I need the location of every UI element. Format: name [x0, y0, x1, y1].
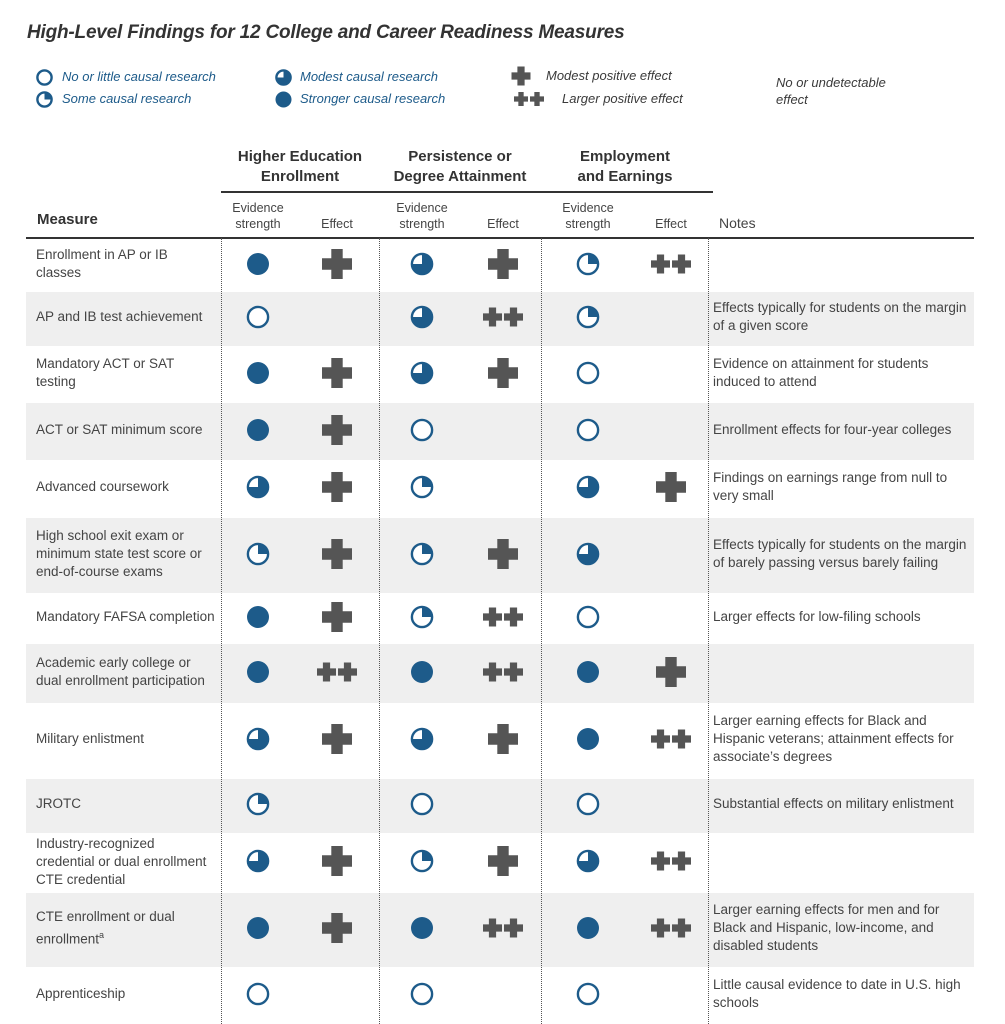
circle-full-icon: [247, 605, 270, 628]
table-row: [26, 703, 974, 779]
group-header-line: Persistence or: [408, 148, 512, 165]
circle-quarter-icon: [247, 542, 270, 565]
circle-empty-icon: [577, 982, 600, 1005]
row-note: Enrollment effects for four-year colleges: [713, 421, 952, 437]
circle-three-quarter-icon: [577, 476, 600, 499]
column-divider: [708, 238, 709, 1024]
row-note: Effects typically for students on the margin of a given score: [713, 300, 967, 333]
circle-full-icon: [577, 728, 600, 751]
table-row: [26, 967, 974, 1024]
circle-quarter-icon: [36, 91, 53, 113]
circle-quarter-icon: [411, 476, 434, 499]
plus-icon: [512, 67, 531, 86]
double-plus-icon: [483, 919, 523, 938]
legend-label: Stronger causal research: [300, 91, 446, 106]
circle-quarter-icon: [577, 306, 600, 329]
measure-text: Mandatory FAFSA completion: [36, 608, 215, 624]
circle-three-quarter-icon: [411, 728, 434, 751]
measure-text: Mandatory ACT or SAT testing: [36, 355, 175, 389]
plus-icon: [656, 472, 686, 502]
plus-icon: [488, 539, 518, 569]
measure-text: Apprenticeship: [36, 985, 126, 1001]
table-row: [26, 644, 974, 703]
measure-label: [36, 527, 216, 581]
table-row: [26, 833, 974, 893]
circle-empty-icon: [247, 982, 270, 1005]
measure-text: Academic early college or dual enrollment participation: [36, 654, 205, 688]
measure-text: Advanced coursework: [36, 479, 169, 494]
circle-empty-icon: [577, 418, 600, 441]
footnote-marker: a: [99, 929, 105, 940]
measure-text: ACT or SAT minimum score: [36, 421, 203, 437]
evidence-strength-header: [548, 200, 628, 232]
table-row: [26, 239, 974, 292]
measure-text: CTE enrollment or dual enrollment: [36, 908, 175, 946]
evidence-strength-header: [218, 200, 298, 232]
circle-three-quarter-icon: [247, 850, 270, 873]
circle-three-quarter-icon: [411, 361, 434, 384]
double-plus-icon: [651, 254, 691, 273]
group-header-employment: [541, 147, 709, 187]
header-line: strength: [565, 217, 611, 231]
group-header-line: Degree Attainment: [393, 168, 527, 185]
legend-label: Larger positive effect: [562, 91, 683, 106]
group-header-attainment: [379, 147, 541, 187]
plus-icon: [322, 846, 352, 876]
measure-label: [36, 308, 216, 326]
group-header-rule: [221, 191, 713, 193]
double-plus-icon: [514, 92, 544, 106]
legend-label: Modest positive effect: [546, 68, 672, 83]
circle-empty-icon: [577, 361, 600, 384]
column-divider: [541, 238, 542, 1024]
effect-header: Effect: [321, 217, 353, 231]
row-note: Larger effects for low-filing schools: [713, 608, 921, 624]
plus-icon: [322, 602, 352, 632]
legend-label: No or little causal research: [62, 69, 216, 84]
circle-three-quarter-icon: [577, 542, 600, 565]
circle-three-quarter-icon: [247, 476, 270, 499]
measure-text: JROTC: [36, 796, 81, 811]
measure-label: [36, 908, 216, 949]
effect-header: Effect: [655, 217, 687, 231]
measure-label: [36, 608, 216, 626]
circle-three-quarter-icon: [275, 69, 292, 91]
double-plus-icon: [651, 730, 691, 749]
table-row: [26, 518, 974, 593]
circle-empty-icon: [411, 982, 434, 1005]
plus-icon: [322, 539, 352, 569]
row-note: Little causal evidence to date in U.S. high schools: [713, 976, 961, 1010]
header-line: strength: [399, 217, 445, 231]
circle-three-quarter-icon: [411, 252, 434, 275]
circle-empty-icon: [247, 306, 270, 329]
legend-label: Some causal research: [62, 91, 192, 106]
circle-full-icon: [577, 917, 600, 940]
legend-no-effect-label: No or undetectable effect: [776, 75, 886, 107]
circle-quarter-icon: [411, 542, 434, 565]
group-header-line: Higher Education: [237, 148, 363, 165]
row-note: Effects typically for students on the margin of barely passing versus barely failing: [713, 536, 967, 570]
measure-label: [36, 985, 216, 1003]
circle-full-icon: [247, 418, 270, 441]
plus-icon: [488, 724, 518, 754]
double-plus-icon: [651, 852, 691, 871]
measure-label: [36, 795, 216, 813]
measure-label: [36, 246, 216, 282]
circle-quarter-icon: [411, 850, 434, 873]
measure-text: Military enlistment: [36, 731, 145, 746]
circle-full-icon: [247, 917, 270, 940]
table-row: [26, 403, 974, 460]
plus-icon: [322, 415, 352, 445]
measure-label: [36, 835, 216, 889]
plus-icon: [488, 249, 518, 279]
measure-label: [36, 355, 216, 391]
circle-full-icon: [247, 252, 270, 275]
plus-icon: [322, 472, 352, 502]
legend-label: Modest causal research: [300, 69, 439, 84]
measure-text: Industry-recognized credential or dual enrollment CTE credential: [36, 836, 207, 887]
plus-icon: [488, 358, 518, 388]
row-note: Larger earning effects for Black and Hispanic veterans; attainment effects for associate’s degrees: [713, 713, 954, 764]
header-line: Evidence: [232, 201, 284, 215]
circle-quarter-icon: [247, 793, 270, 816]
circle-three-quarter-icon: [577, 850, 600, 873]
circle-quarter-icon: [577, 252, 600, 275]
double-plus-icon: [317, 662, 357, 681]
circle-empty-icon: [577, 793, 600, 816]
page-title: High-Level Findings for 12 College and Career Readiness Measures: [27, 22, 625, 43]
circle-empty-icon: [411, 418, 434, 441]
column-divider: [379, 238, 380, 1024]
circle-three-quarter-icon: [411, 306, 434, 329]
plus-icon: [322, 358, 352, 388]
measure-label: [36, 478, 216, 496]
group-header-enrollment: [221, 147, 379, 187]
group-header-line: and Earnings: [577, 168, 673, 185]
measure-label: [36, 654, 216, 690]
table-row: [26, 893, 974, 967]
plus-icon: [488, 846, 518, 876]
group-header-line: Employment: [579, 148, 670, 165]
table-row: [26, 460, 974, 518]
circle-full-icon: [577, 660, 600, 683]
circle-full-icon: [411, 660, 434, 683]
plus-icon: [322, 913, 352, 943]
column-divider: [221, 238, 222, 1024]
row-note: Evidence on attainment for students induced to attend: [713, 355, 929, 389]
header-line: Evidence: [396, 201, 448, 215]
double-plus-icon: [651, 919, 691, 938]
measure-text: Enrollment in AP or IB classes: [36, 246, 168, 280]
row-note: Findings on earnings range from null to very small: [713, 470, 948, 503]
plus-icon: [656, 657, 686, 687]
measure-text: AP and IB test achievement: [36, 309, 203, 324]
table-row: [26, 346, 974, 403]
double-plus-icon: [483, 308, 523, 327]
row-note: Larger earning effects for men and for Black and Hispanic, low-income, and disabled students: [713, 902, 940, 953]
circle-full-icon: [275, 91, 292, 113]
circle-full-icon: [411, 917, 434, 940]
plus-icon: [322, 724, 352, 754]
table-row: [26, 292, 974, 346]
circle-three-quarter-icon: [247, 728, 270, 751]
double-plus-icon: [483, 607, 523, 626]
evidence-strength-header: [382, 200, 462, 232]
notes-header: Notes: [719, 215, 756, 231]
measure-label: [36, 421, 216, 439]
circle-full-icon: [247, 361, 270, 384]
row-note: Substantial effects on military enlistment: [713, 796, 954, 811]
group-header-line: Enrollment: [260, 168, 340, 185]
header-line: strength: [235, 217, 281, 231]
circle-empty-icon: [36, 69, 53, 91]
header-line: Evidence: [562, 201, 614, 215]
circle-empty-icon: [577, 605, 600, 628]
measure-text: High school exit exam or minimum state test score or end-of-course exams: [36, 527, 202, 579]
measure-label: [36, 730, 216, 748]
double-plus-icon: [483, 662, 523, 681]
table-row: [26, 779, 974, 833]
table-row: [26, 593, 974, 644]
plus-icon: [322, 249, 352, 279]
measure-column-header: Measure: [37, 211, 98, 228]
circle-quarter-icon: [411, 605, 434, 628]
circle-empty-icon: [411, 793, 434, 816]
circle-full-icon: [247, 660, 270, 683]
effect-header: Effect: [487, 217, 519, 231]
